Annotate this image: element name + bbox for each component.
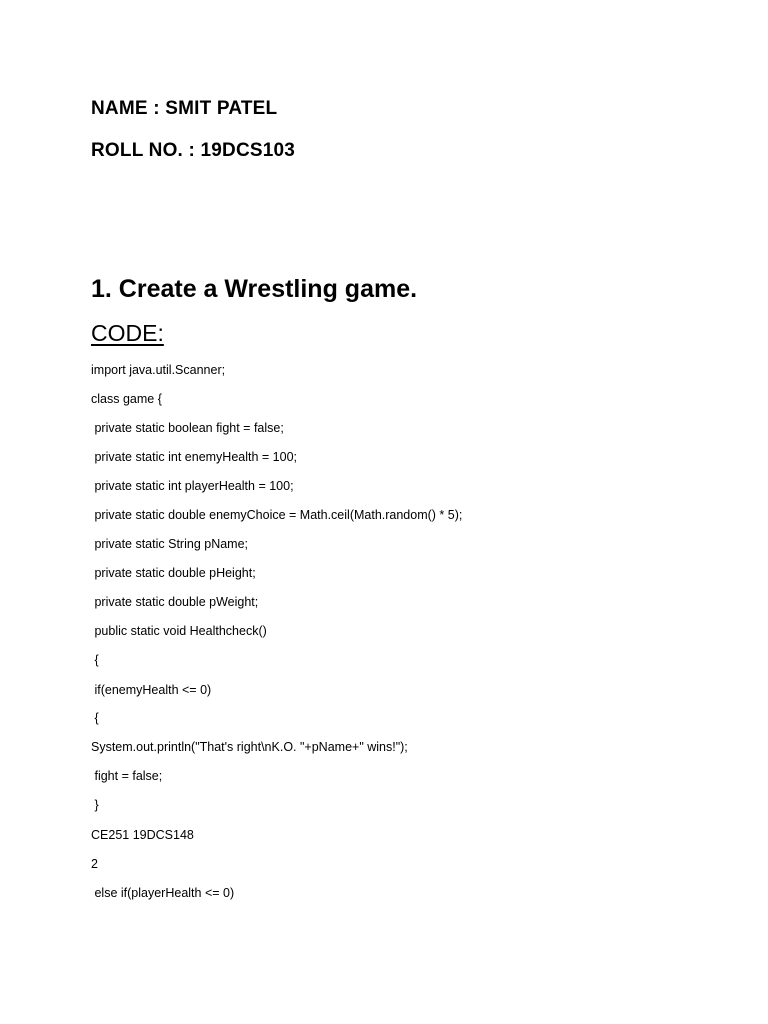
code-line: { — [91, 653, 99, 667]
code-line: class game { — [91, 392, 162, 406]
code-line: private static boolean fight = false; — [91, 421, 284, 435]
code-line: import java.util.Scanner; — [91, 363, 226, 377]
code-line: private static double pHeight; — [91, 566, 256, 580]
code-line: if(enemyHealth <= 0) — [91, 683, 212, 697]
code-line: fight = false; — [91, 769, 163, 783]
code-line: { — [91, 711, 99, 725]
page-number: 2 — [91, 857, 98, 871]
roll-number: ROLL NO. : 19DCS103 — [91, 140, 296, 161]
code-line: private static String pName; — [91, 537, 249, 551]
code-line: System.out.println("That's right\nK.O. "+pName+" wins!"); — [91, 740, 408, 754]
page-footer-id: CE251 19DCS148 — [91, 828, 194, 842]
code-line: public static void Healthcheck() — [91, 624, 267, 638]
question-title: 1. Create a Wrestling game. — [91, 275, 418, 303]
code-section-label: CODE: — [91, 320, 164, 346]
code-line: } — [91, 798, 99, 812]
code-line: else if(playerHealth <= 0) — [91, 886, 235, 900]
code-line: private static int enemyHealth = 100; — [91, 450, 298, 464]
student-name: NAME : SMIT PATEL — [91, 98, 278, 119]
code-line: private static int playerHealth = 100; — [91, 479, 294, 493]
code-line: private static double pWeight; — [91, 595, 259, 609]
code-line: private static double enemyChoice = Math.ceil(Math.random() * 5); — [91, 508, 463, 522]
